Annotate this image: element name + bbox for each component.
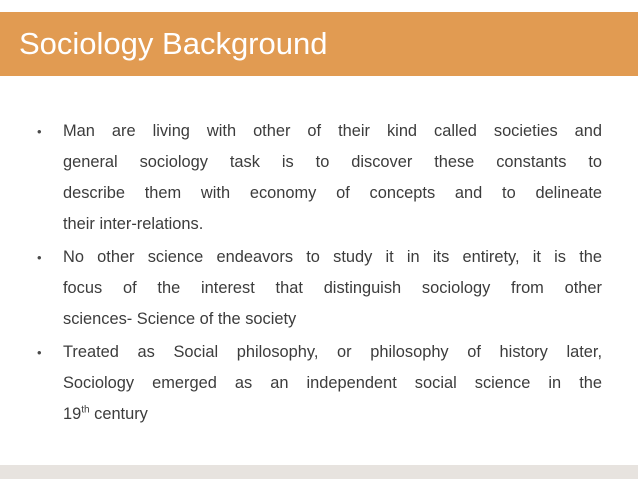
- century-superscript: th: [81, 404, 90, 416]
- bullet-text-line: their inter-relations.: [63, 215, 204, 233]
- title-bar: [0, 12, 638, 76]
- century-number: 19: [63, 405, 82, 423]
- bullet-text-line: sciences- Science of the society: [63, 310, 297, 328]
- bullet-item-1: [37, 116, 602, 240]
- footer-bar: [0, 465, 638, 479]
- bullet-icon: •: [37, 250, 42, 265]
- bullet-text-line: Sociology emerged as an independent social science in the: [63, 374, 602, 392]
- bullet-text-line: Man are living with other of their kind called societies and: [63, 122, 602, 140]
- bullet-text-line: general sociology task is to discover these constants to: [63, 153, 602, 171]
- slide-title: Sociology Background: [19, 26, 328, 61]
- bullet-item-3: [37, 337, 602, 430]
- bullet-text-line: No other science endeavors to study it in its entirety, it is the: [63, 248, 602, 266]
- bullet-icon: •: [37, 345, 42, 360]
- bullet-item-2: [37, 242, 602, 335]
- bullet-text-line: describe them with economy of concepts and to delineate: [63, 184, 602, 202]
- bullet-icon: •: [37, 124, 42, 139]
- bullet-list: [37, 116, 602, 432]
- century-word: century: [89, 405, 148, 423]
- bullet-text-line-century: [63, 399, 602, 430]
- bullet-text-line: focus of the interest that distinguish sociology from other: [63, 279, 602, 297]
- bullet-text-line: Treated as Social philosophy, or philosophy of history later,: [63, 343, 602, 361]
